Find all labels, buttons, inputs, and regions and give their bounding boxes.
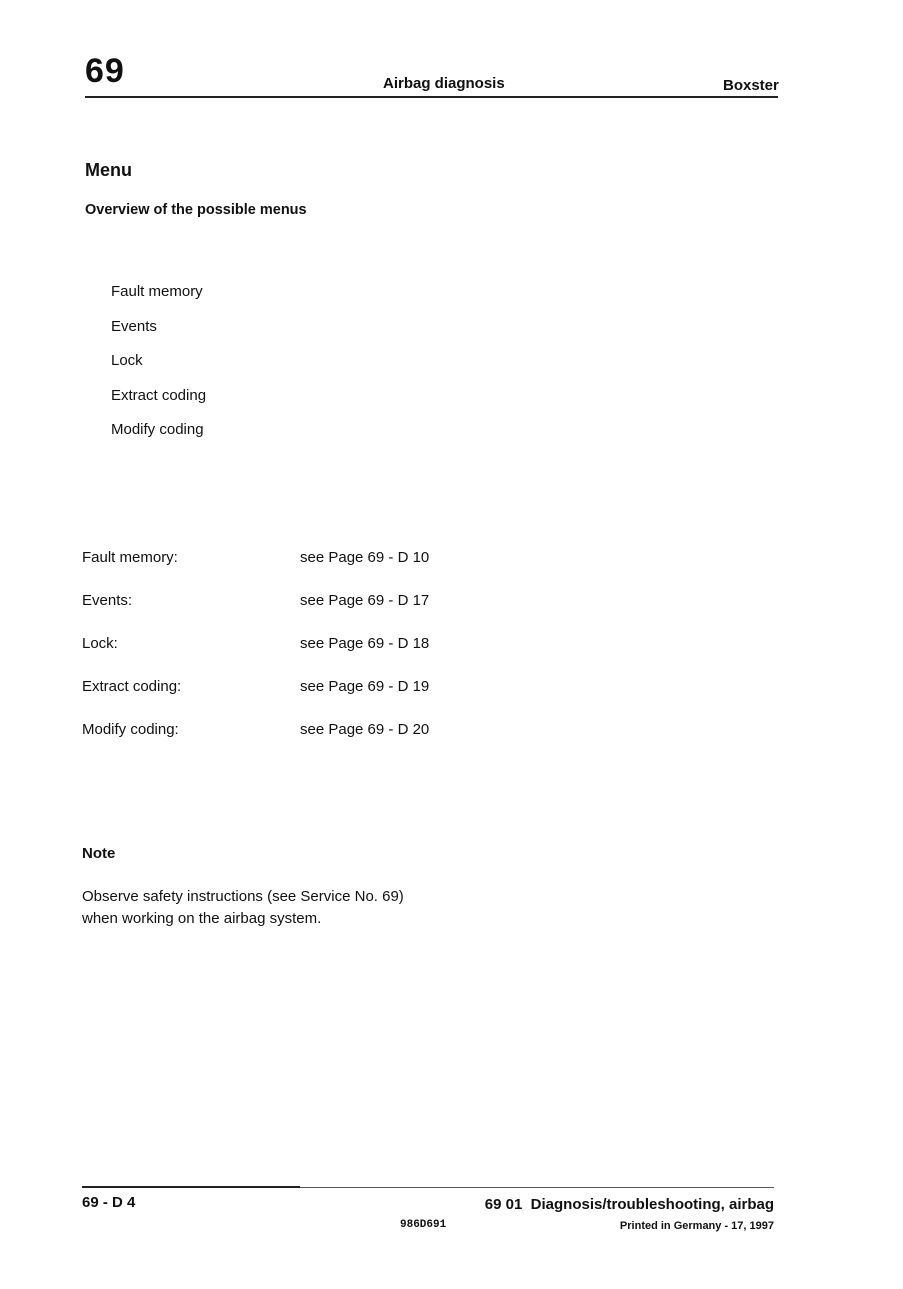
menu-item-extract-coding: Extract coding <box>111 386 207 404</box>
footer-chapter-title: 69 01 Diagnosis/troubleshooting, airbag <box>484 1196 774 1213</box>
reference-label: Modify coding: <box>82 721 179 738</box>
reference-page: see Page 69 - D 20 <box>300 721 430 738</box>
reference-page: see Page 69 - D 18 <box>300 635 430 652</box>
table-row <box>82 721 429 764</box>
section-number: 69 <box>85 52 125 90</box>
reference-page: see Page 69 - D 19 <box>300 678 430 695</box>
vehicle-model: Boxster <box>723 77 779 94</box>
menu-item-events: Events <box>111 317 157 335</box>
footer-divider-accent <box>82 1186 300 1188</box>
page-title: Airbag diagnosis <box>383 75 505 92</box>
menu-item-lock: Lock <box>111 352 143 370</box>
menu-item-modify-coding: Modify coding <box>111 421 204 439</box>
menu-subheading: Overview of the possible menus <box>85 202 307 218</box>
note-line: Observe safety instructions (see Service No. 69) <box>82 888 404 905</box>
reference-page: see Page 69 - D 10 <box>300 549 430 566</box>
reference-page: see Page 69 - D 17 <box>300 592 430 609</box>
footer-document-id: 986D691 <box>400 1219 447 1231</box>
table-row <box>82 592 429 635</box>
header-divider <box>85 96 778 98</box>
table-row <box>82 635 429 678</box>
reference-label: Extract coding: <box>82 678 182 695</box>
reference-label: Fault memory: <box>82 549 178 566</box>
note-text <box>82 886 442 930</box>
menu-item-fault-memory: Fault memory <box>111 283 203 300</box>
menu-list <box>111 283 206 456</box>
footer-page-number: 69 - D 4 <box>82 1194 136 1211</box>
footer-print-info: Printed in Germany - 17, 1997 <box>619 1220 774 1232</box>
reference-label: Lock: <box>82 635 118 652</box>
table-row <box>82 678 429 721</box>
page-reference-table <box>82 549 429 764</box>
table-row <box>82 549 429 592</box>
note-heading: Note <box>82 845 116 862</box>
reference-label: Events: <box>82 592 133 609</box>
menu-heading: Menu <box>85 160 132 180</box>
note-line: when working on the airbag system. <box>82 910 322 927</box>
